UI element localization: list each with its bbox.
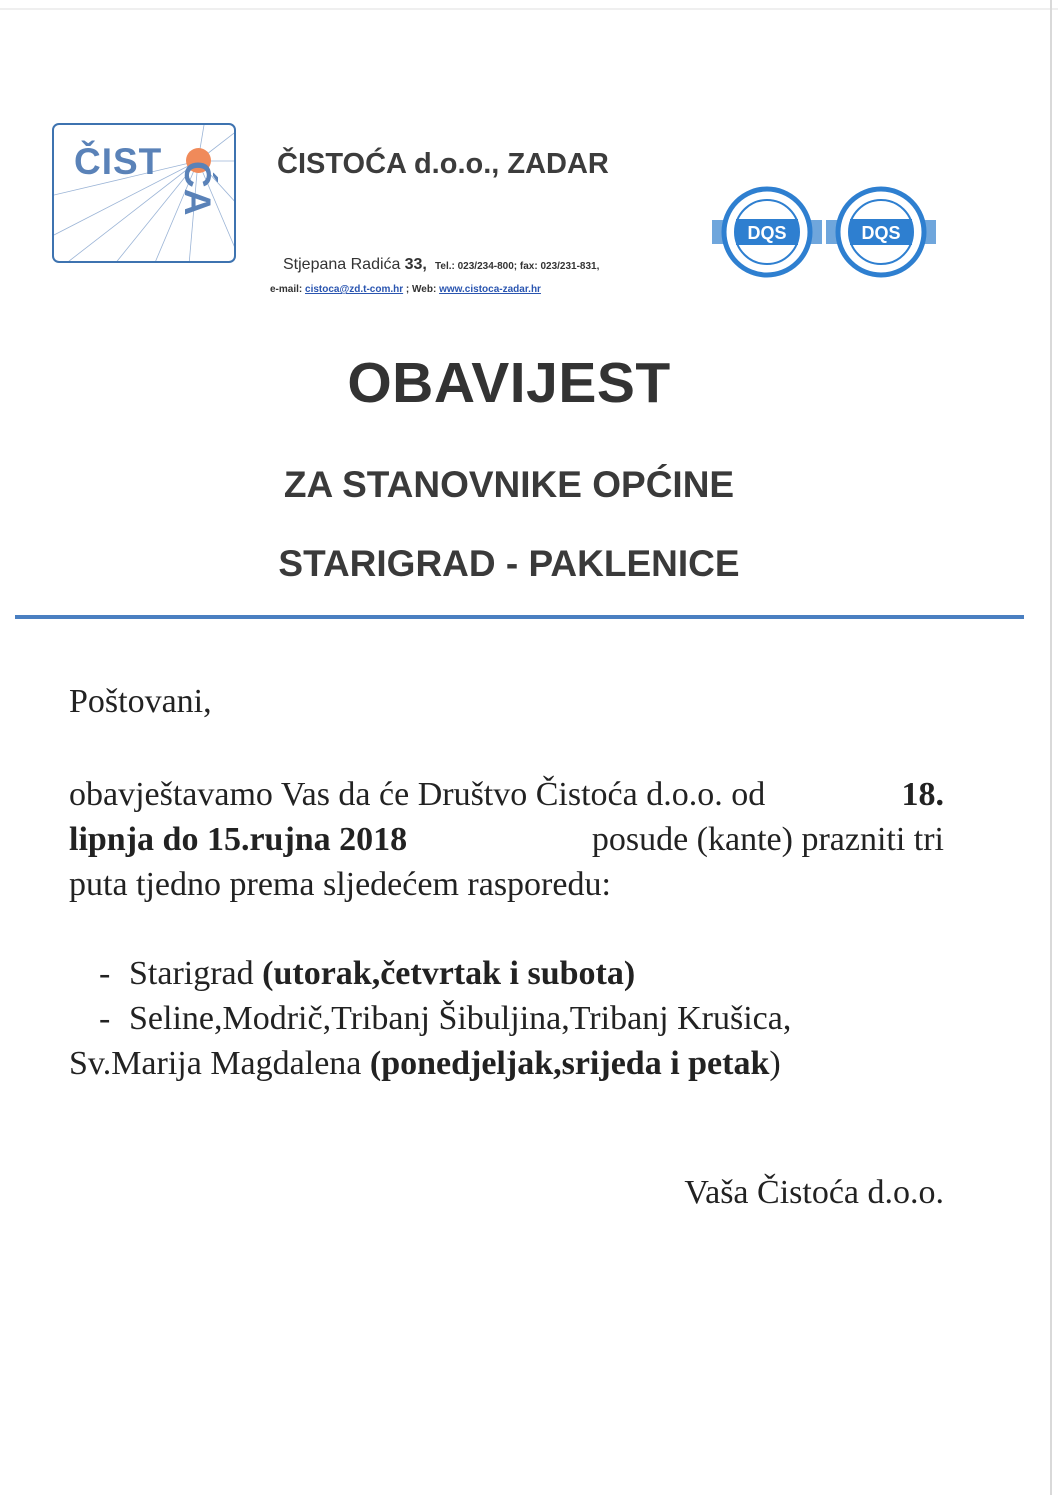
paragraph-line-2-text: posude (kante) prazniti tri xyxy=(591,821,944,858)
paragraph-line-1-text: obavještavamo Vas da će Društvo Čistoća d.o.o. od xyxy=(69,776,766,813)
web-label: ; Web: xyxy=(405,284,437,295)
scan-edge-right xyxy=(1050,0,1052,1495)
dqs-certificate-badge-1 xyxy=(712,185,822,279)
schedule-item-2-close: ) xyxy=(769,1045,781,1082)
dqs-badge-2-label: DQS xyxy=(861,223,901,243)
schedule-item-1-days: (utorak,četvrtak i subota) xyxy=(262,955,636,992)
schedule-item-2-days: (ponedjeljak,srijeda i petak xyxy=(369,1045,770,1082)
list-dash: - xyxy=(99,1000,111,1037)
address-number: 33, xyxy=(404,256,427,273)
schedule-item-seline xyxy=(69,996,944,1041)
paragraph-line-2 xyxy=(69,817,944,862)
letter-signature: Vaša Čistoća d.o.o. xyxy=(684,1174,944,1211)
date-range-text: lipnja do 15.rujna 2018 xyxy=(69,821,408,858)
header-divider xyxy=(15,615,1024,619)
letter-paragraph xyxy=(69,772,944,907)
logo-text-side: ĆA xyxy=(177,161,218,217)
schedule-item-2-places: Seline,Modrič,Tribanj Šibuljina,Tribanj Krušica, xyxy=(129,1000,792,1037)
schedule-item-seline-continued xyxy=(69,1041,944,1086)
notice-subtitle-line2: STARIGRAD - PAKLENICE xyxy=(278,543,740,584)
dqs-certificate-badge-2 xyxy=(826,185,936,279)
letter-greeting: Poštovani, xyxy=(69,683,212,720)
company-contacts xyxy=(270,284,541,295)
paragraph-line-3 xyxy=(69,862,944,907)
list-dash: - xyxy=(99,955,111,992)
website-link[interactable]: www.cistoca-zadar.hr xyxy=(439,284,541,295)
address-phones: Tel.: 023/234-800; fax: 023/231-831, xyxy=(435,261,600,272)
paragraph-line-3-text: puta tjedno prema sljedećem rasporedu: xyxy=(69,866,611,903)
schedule-item-2-place-cont: Sv.Marija Magdalena xyxy=(69,1045,370,1082)
company-name: ČISTOĆA d.o.o., ZADAR xyxy=(277,148,609,180)
start-date-day: 18. xyxy=(901,776,944,813)
schedule-item-starigrad xyxy=(69,951,944,996)
paragraph-line-1 xyxy=(69,772,944,817)
dqs-badge-1-label: DQS xyxy=(747,223,787,243)
address-street: Stjepana Radića xyxy=(283,256,401,273)
company-logo xyxy=(52,123,236,263)
company-address xyxy=(283,256,599,274)
notice-subtitle-line1: ZA STANOVNIKE OPĆINE xyxy=(283,464,735,505)
email-label: e-mail: xyxy=(270,284,303,295)
scan-edge-top xyxy=(0,8,1058,10)
collection-schedule xyxy=(69,951,944,1086)
logo-text-top: ČIST xyxy=(74,141,163,182)
notice-title: OBAVIJEST xyxy=(347,351,671,415)
schedule-item-1-place: Starigrad xyxy=(129,955,263,992)
email-link[interactable]: cistoca@zd.t-com.hr xyxy=(305,284,404,295)
